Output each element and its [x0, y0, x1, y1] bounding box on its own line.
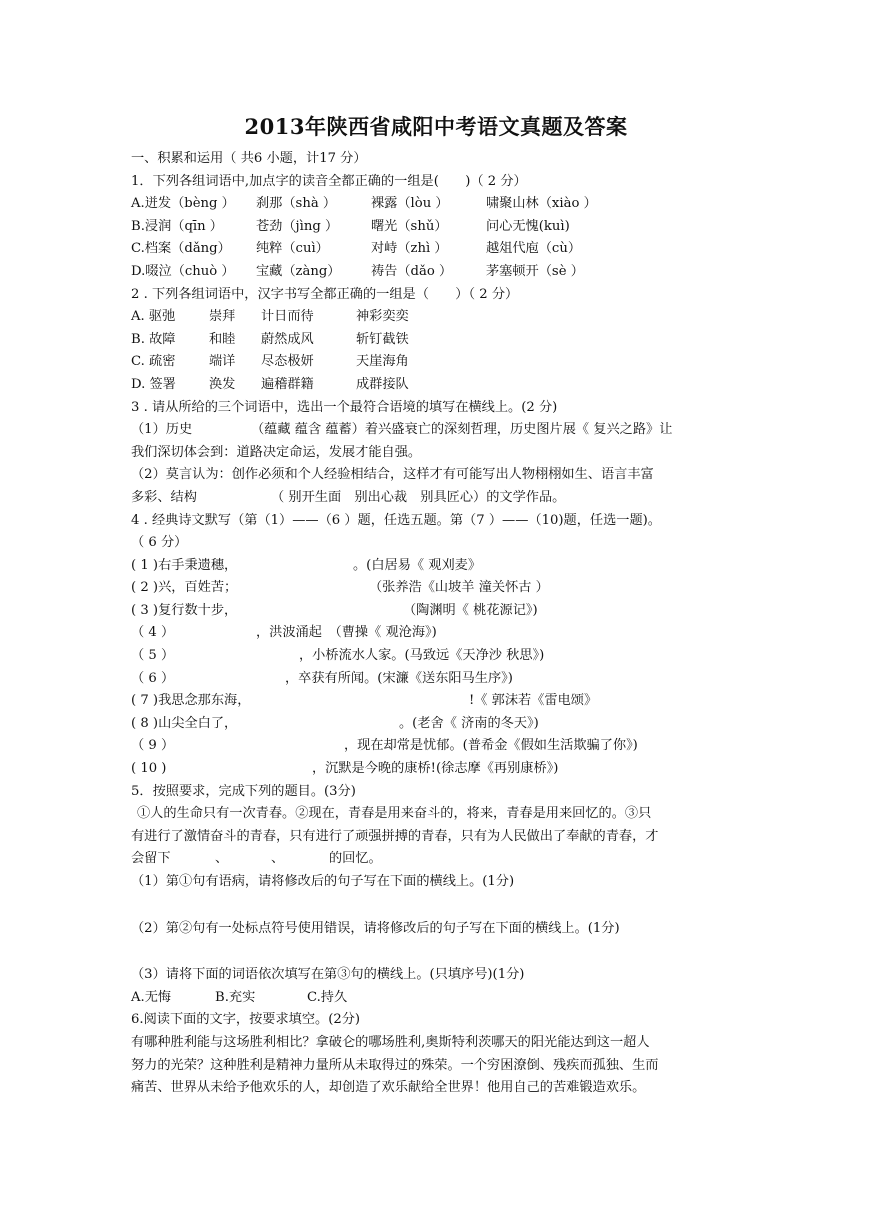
passage-text: 的回忆。: [329, 851, 382, 867]
section-heading: 一、积累和运用（ 共6 小题，计17 分）: [131, 151, 367, 166]
option-cell: 刹那（shà ）: [256, 196, 337, 212]
option-cell: 计日而待: [261, 309, 314, 325]
option-cell: 问心无愧(kuì): [486, 218, 570, 234]
question-2-option-c: [131, 351, 741, 374]
option-cell: C.档案（dǎng）: [131, 241, 231, 257]
poem-prompt: （ 6 ）: [131, 670, 175, 686]
option-cell: B. 故障: [131, 331, 176, 347]
poem-prompt: ( 7 )我思念那东海，: [131, 693, 251, 709]
document-page: [131, 112, 741, 1100]
poem-source: 。(白居易《 观刈麦》: [353, 557, 482, 573]
option-cell: 茅塞顿开（sè ）: [486, 263, 584, 279]
poem-item: [131, 622, 741, 645]
poem-item: [131, 577, 741, 600]
option-cell: D. 签署: [131, 376, 176, 392]
question-1-stem: 1．下列各组词语中,加点字的读音全都正确的一组是( )（ 2 分）: [131, 173, 527, 189]
option-cell: 啸聚山林（xiào ）: [486, 196, 597, 212]
option-cell: 天崖海角: [356, 354, 409, 370]
poem-source: ，现在却常是忧郁。(普希金《假如生活欺骗了你》): [344, 738, 638, 754]
poem-prompt: ( 2 )兴，百姓苦；: [131, 580, 238, 596]
question-4-score: （ 6 分）: [131, 535, 188, 551]
option-cell: D.啜泣（chuò ）: [131, 263, 235, 279]
option-cell: C.持久: [307, 989, 348, 1005]
option-cell: 斩钉截铁: [356, 331, 409, 347]
poem-item: [131, 645, 741, 668]
question-5-passage-cont: 有进行了激情奋斗的青春，只有进行了顽强拼搏的青春，只有为人民做出了奉献的青春，才: [131, 828, 659, 844]
question-5-sub-2: （2）第②句有一处标点符号使用错误，请将修改后的句子写在下面的横线上。(1分): [131, 920, 620, 936]
poem-source: ，洪波涌起 （曹操《 观沧海》): [256, 625, 437, 641]
prompt-text: （蕴藏 蕴含 蕴蓄）着兴盛衰亡的深刻哲理，历史图片展《 复兴之路》让: [251, 422, 673, 438]
option-cell: C. 疏密: [131, 354, 176, 370]
question-3-part-2: （2）莫言认为：创作必须和个人经验相结合，这样才有可能写出人物栩栩如生、语言丰富: [131, 467, 654, 483]
option-cell: A.无悔: [131, 989, 172, 1005]
poem-item: [131, 758, 741, 781]
question-3-part-2-cont: [131, 487, 741, 510]
question-2-option-d: [131, 374, 741, 397]
poem-item: [131, 690, 741, 713]
option-cell: 曙光（shǔ）: [371, 218, 448, 234]
question-2-option-b: [131, 329, 741, 352]
question-1-option-c: [131, 238, 741, 261]
option-cell: 对峙（zhì ）: [371, 241, 448, 257]
poem-item: [131, 713, 741, 736]
option-cell: 端详: [209, 354, 236, 370]
answer-space: [131, 940, 741, 964]
question-6-passage: 努力的光荣？这种胜利是精神力量所从未取得过的殊荣。一个穷困潦倒、残疾而孤独、生而: [131, 1057, 659, 1073]
passage-text: 、: [271, 851, 285, 867]
poem-item: [131, 555, 741, 578]
option-cell: 神彩奕奕: [356, 309, 409, 325]
prompt-text: 多彩、结构: [131, 489, 197, 505]
poem-source: （陶渊明《 桃花源记》): [403, 602, 538, 618]
question-2-option-a: [131, 306, 741, 329]
poem-source: （张养浩《山坡羊 潼关怀古 ）: [369, 580, 549, 596]
prompt-text: （ 别开生面 别出心裁 别具匠心）的文学作品。: [271, 489, 566, 505]
poem-prompt: ( 3 )复行数十步，: [131, 602, 238, 618]
question-6-passage: 有哪种胜利能与这场胜利相比？拿破仑的哪场胜利,奥斯特利茨哪天的阳光能达到这一超人: [131, 1034, 650, 1050]
poem-prompt: ( 8 )山尖全白了，: [131, 715, 238, 731]
poem-item: [131, 668, 741, 691]
question-5-sub-1: （1）第①句有语病，请将修改后的句子写在下面的横线上。(1分): [131, 874, 515, 889]
option-cell: 成群接队: [356, 376, 409, 392]
question-3-part-1: [131, 419, 741, 442]
passage-text: 、: [215, 851, 229, 867]
option-cell: 越俎代庖（cù）: [486, 241, 582, 257]
question-5-stem: 5．按照要求，完成下列的题目。(3分): [131, 783, 356, 799]
poem-item: [131, 735, 741, 758]
page-title: 2013年陕西省咸阳中考语文真题及答案: [244, 114, 628, 139]
option-cell: 苍劲（jìng ）: [256, 218, 339, 234]
poem-source: ，卒获有所闻。(宋濂《送东阳马生序》): [285, 670, 513, 686]
question-1-option-a: [131, 193, 741, 216]
passage-text: 会留下: [131, 851, 171, 867]
question-3-part-1-cont: 我们深切体会到：道路决定命运，发展才能自强。: [131, 444, 422, 460]
question-2-stem: 2 . 下列各组词语中，汉字书写全都正确的一组是（ ）（ 2 分）: [131, 286, 519, 302]
poem-prompt: ( 1 )右手秉遗穗，: [131, 557, 238, 573]
option-cell: 涣发: [209, 376, 236, 392]
option-cell: 裸露（lòu ）: [371, 196, 449, 212]
option-cell: A. 驱弛: [131, 309, 176, 325]
question-5-sub-3: （3）请将下面的词语依次填写在第③句的横线上。(只填序号)(1分): [131, 967, 525, 983]
question-6-stem: 6.阅读下面的文字，按要求填空。(2分): [131, 1012, 361, 1028]
question-1-option-d: [131, 261, 741, 284]
poem-source: ，沉默是今晚的康桥!(徐志摩《再别康桥》): [312, 761, 559, 777]
option-cell: 和睦: [209, 331, 236, 347]
option-cell: 崇拜: [209, 309, 236, 325]
poem-prompt: （ 4 ）: [131, 625, 175, 641]
poem-source: !《 郭沫若《雷电颂》: [469, 693, 598, 709]
option-cell: B.充实: [215, 989, 256, 1005]
prompt-text: （1）历史: [131, 422, 193, 438]
option-cell: 蔚然成风: [261, 331, 314, 347]
question-4-stem: 4 . 经典诗文默写（第（1）——（6 ）题，任选五题。第（7 ）——（10)题，任选一题)。: [131, 512, 661, 528]
option-cell: 遍稽群籍: [261, 376, 314, 392]
poem-prompt: （ 5 ）: [131, 648, 175, 664]
question-5-passage-end: [131, 848, 741, 871]
option-cell: A.迸发（bèng ）: [131, 196, 235, 212]
question-1-option-b: [131, 216, 741, 239]
question-5-passage: ①人的生命只有一次青春。②现在，青春是用来奋斗的，将来，青春是用来回忆的。③只: [137, 806, 652, 822]
poem-source: ，小桥流水人家。(马致远《天净沙 秋思》): [299, 648, 545, 664]
option-cell: 纯粹（cuì）: [256, 241, 329, 257]
option-cell: 尽态极妍: [261, 354, 314, 370]
option-cell: 宝藏（zàng）: [256, 263, 341, 279]
poem-source: 。(老舍《 济南的冬天》): [399, 715, 539, 731]
question-6-passage: 痛苦、世界从未给予他欢乐的人，却创造了欢乐献给全世界！他用自己的苦难锻造欢乐。: [131, 1080, 646, 1096]
poem-prompt: （ 9 ）: [131, 738, 175, 754]
poem-item: [131, 600, 741, 623]
poem-prompt: ( 10 ): [131, 761, 167, 777]
option-cell: B.浸润（qīn ）: [131, 218, 223, 234]
answer-space: [131, 894, 741, 918]
option-cell: 祷告（dǎo ）: [371, 263, 453, 279]
question-5-options: [131, 987, 741, 1010]
question-3-stem: 3 . 请从所给的三个词语中，选出一个最符合语境的填写在横线上。(2 分): [131, 399, 558, 415]
